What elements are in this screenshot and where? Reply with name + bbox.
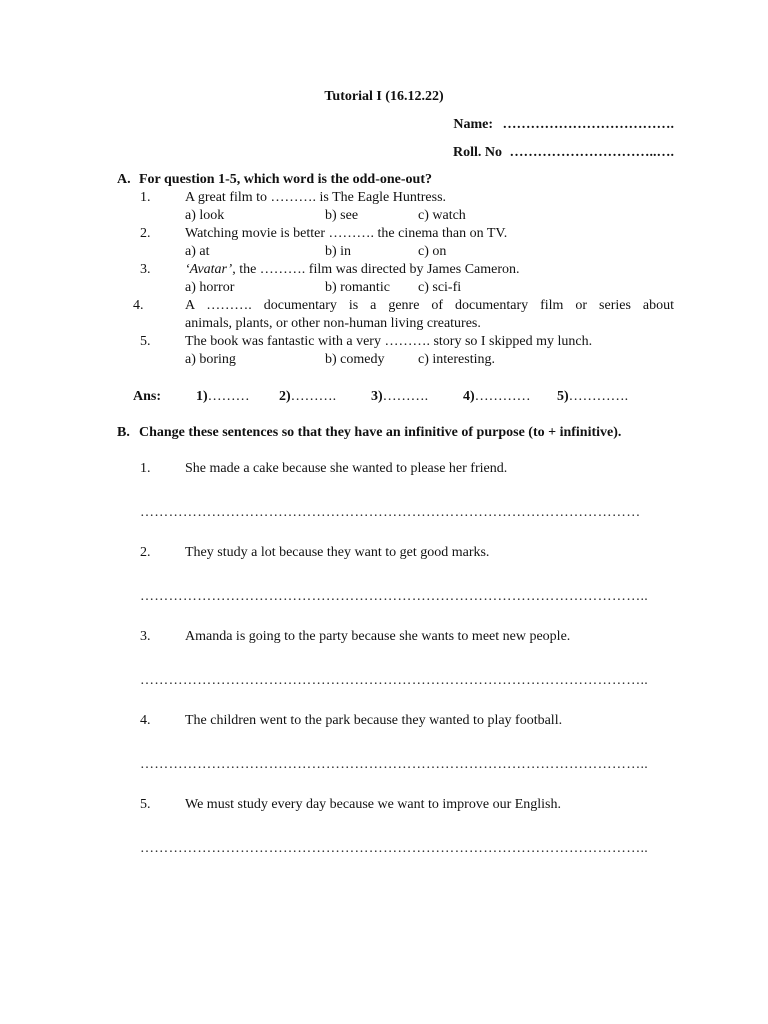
name-line [453,116,674,134]
answer-dots: …………. [568,389,629,404]
answer-slot-3[interactable] [371,388,428,406]
q5-text: The book was fantastic with a very ………. story so I skipped my lunch. [185,334,593,349]
q2-option-b: b) in [325,244,352,259]
q3-option-b: b) romantic [325,280,390,295]
b2-answer-line[interactable]: …………………………………………………………………………………………….. [140,589,649,604]
q1-text: A great film to ………. is The Eagle Huntress. [185,190,447,205]
q4-text-continued: animals, plants, or other non-human living creatures. [185,316,481,331]
roll-label: Roll. No [453,145,502,160]
answers-label: Ans: [133,389,162,404]
answer-slot-1[interactable] [196,388,250,406]
b2-number: 2. [140,545,151,560]
b5-sentence: We must study every day because we want to improve our English. [185,797,562,812]
q3-film-title: ‘Avatar’ [185,262,233,277]
q2-option-c: c) on [418,244,447,259]
q1-option-b: b) see [325,208,359,223]
b5-answer-line[interactable]: …………………………………………………………………………………………….. [140,841,649,856]
b5-number: 5. [140,797,151,812]
name-dots: ………………………………. [502,117,674,132]
name-label: Name: [453,117,493,132]
q3-number: 3. [140,262,151,277]
section-a-letter: A. [117,172,131,187]
q1-number: 1. [140,190,151,205]
answer-number: 4) [463,389,475,404]
q5-option-c: c) interesting. [418,352,495,367]
roll-line [453,144,674,162]
b3-number: 3. [140,629,151,644]
answer-number: 3) [371,389,383,404]
b3-sentence: Amanda is going to the party because she wants to meet new people. [185,629,571,644]
answer-dots: ………. [290,389,337,404]
b2-sentence: They study a lot because they want to get good marks. [185,545,490,560]
b1-answer-line[interactable]: …………………………………………………………………………………………… [140,505,641,520]
section-b-letter: B. [117,425,130,440]
q1-option-c: c) watch [418,208,466,223]
answer-number: 5) [557,389,569,404]
q5-number: 5. [140,334,151,349]
q3-option-a: a) horror [185,280,235,295]
roll-dots: …………………………..…. [509,145,674,160]
answer-slot-2[interactable] [279,388,336,406]
answer-dots: ………. [382,389,429,404]
document-title: Tutorial I (16.12.22) [324,89,444,104]
section-a-instruction: For question 1-5, which word is the odd-one-out? [139,172,432,187]
q3-option-c: c) sci-fi [418,280,462,295]
q5-option-a: a) boring [185,352,236,367]
q2-option-a: a) at [185,244,210,259]
answer-dots: ………… [474,389,531,404]
q2-number: 2. [140,226,151,241]
b1-sentence: She made a cake because she wanted to please her friend. [185,461,508,476]
q1-option-a: a) look [185,208,225,223]
b4-number: 4. [140,713,151,728]
answer-dots: ……… [207,389,250,404]
answer-number: 2) [279,389,291,404]
q2-text: Watching movie is better ………. the cinema than on TV. [185,226,508,241]
answer-slot-4[interactable] [463,388,531,406]
q4-number: 4. [133,298,144,313]
b3-answer-line[interactable]: …………………………………………………………………………………………….. [140,673,649,688]
b1-number: 1. [140,461,151,476]
q3-text-line [185,261,520,279]
q4-text: A ………. documentary is a genre of documentary film or series about [185,298,674,313]
answer-number: 1) [196,389,208,404]
b4-sentence: The children went to the park because they wanted to play football. [185,713,563,728]
section-b-instruction: Change these sentences so that they have an infinitive of purpose (to + infinitive). [139,425,622,440]
b4-answer-line[interactable]: …………………………………………………………………………………………….. [140,757,649,772]
q3-text: , the ………. film was directed by James Cameron. [232,262,520,277]
answer-slot-5[interactable] [557,388,628,406]
q5-option-b: b) comedy [325,352,385,367]
